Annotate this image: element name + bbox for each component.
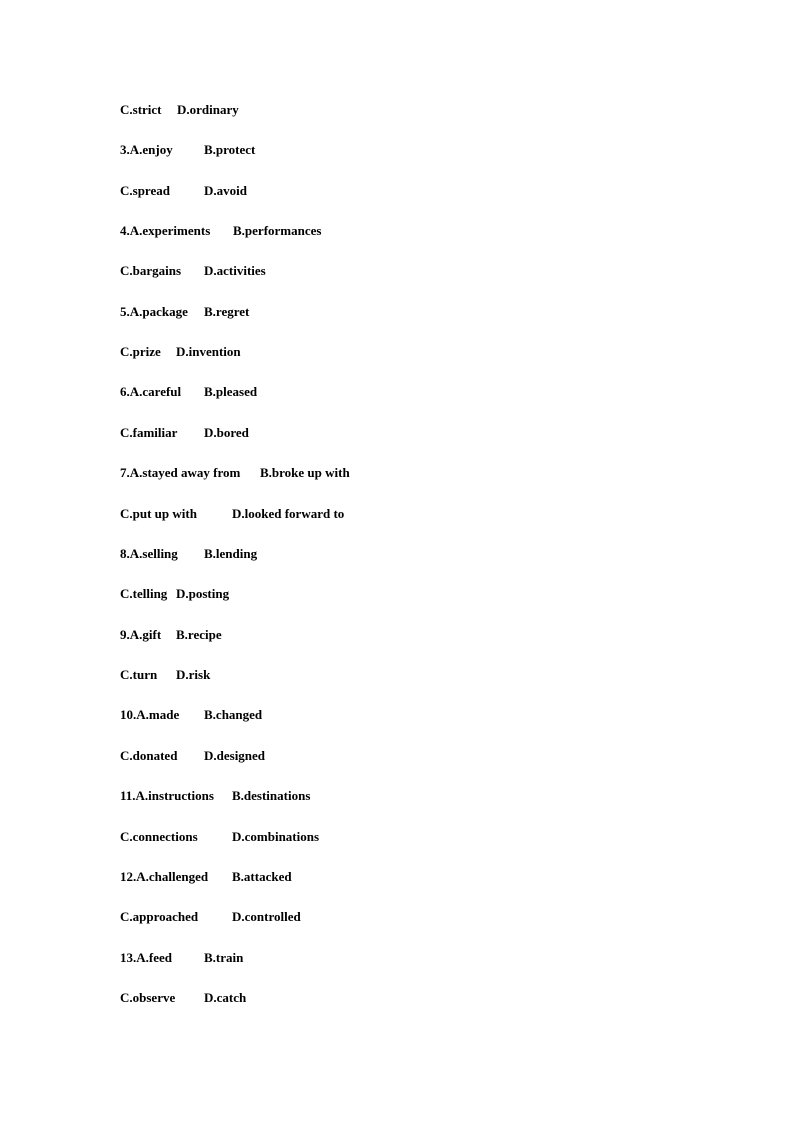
option-left: 7.A.stayed away from <box>120 465 241 480</box>
option-left: C.turn <box>120 667 158 682</box>
option-left: C.connections <box>120 829 198 844</box>
option-right: B.train <box>204 950 244 965</box>
option-left: C.put up with <box>120 506 197 521</box>
option-right: D.catch <box>204 990 247 1005</box>
option-left: 10.A.made <box>120 707 180 722</box>
option-right: B.destinations <box>232 788 311 803</box>
option-left: 3.A.enjoy <box>120 142 173 157</box>
option-right: D.activities <box>204 263 266 278</box>
option-left: C.strict <box>120 102 162 117</box>
option-right: D.combinations <box>232 829 320 844</box>
option-left: C.spread <box>120 183 170 198</box>
option-left: C.familiar <box>120 425 178 440</box>
option-right: D.avoid <box>204 183 247 198</box>
option-right: B.recipe <box>176 627 222 642</box>
option-left: C.donated <box>120 748 178 763</box>
option-left: 5.A.package <box>120 304 188 319</box>
option-right: B.changed <box>204 707 263 722</box>
option-left: 6.A.careful <box>120 384 182 399</box>
option-right: D.designed <box>204 748 266 763</box>
option-right: B.broke up with <box>260 465 350 480</box>
option-right: B.regret <box>204 304 250 319</box>
option-right: B.lending <box>204 546 258 561</box>
option-left: C.observe <box>120 990 176 1005</box>
option-left: 13.A.feed <box>120 950 172 965</box>
option-left: 11.A.instructions <box>120 788 214 803</box>
option-right: D.looked forward to <box>232 506 345 521</box>
option-left: C.prize <box>120 344 161 359</box>
option-right: B.protect <box>204 142 256 157</box>
option-left: C.telling <box>120 586 168 601</box>
option-right: D.invention <box>176 344 241 359</box>
option-left: 12.A.challenged <box>120 869 209 884</box>
option-right: B.pleased <box>204 384 258 399</box>
option-left: 8.A.selling <box>120 546 178 561</box>
option-left: 4.A.experiments <box>120 223 211 238</box>
option-left: C.approached <box>120 909 199 924</box>
option-right: D.ordinary <box>177 102 239 117</box>
option-right: B.attacked <box>232 869 292 884</box>
option-left: C.bargains <box>120 263 182 278</box>
option-right: D.risk <box>176 667 211 682</box>
option-right: D.controlled <box>232 909 301 924</box>
option-left: 9.A.gift <box>120 627 162 642</box>
option-right: B.performances <box>233 223 322 238</box>
option-right: D.bored <box>204 425 249 440</box>
option-right: D.posting <box>176 586 230 601</box>
